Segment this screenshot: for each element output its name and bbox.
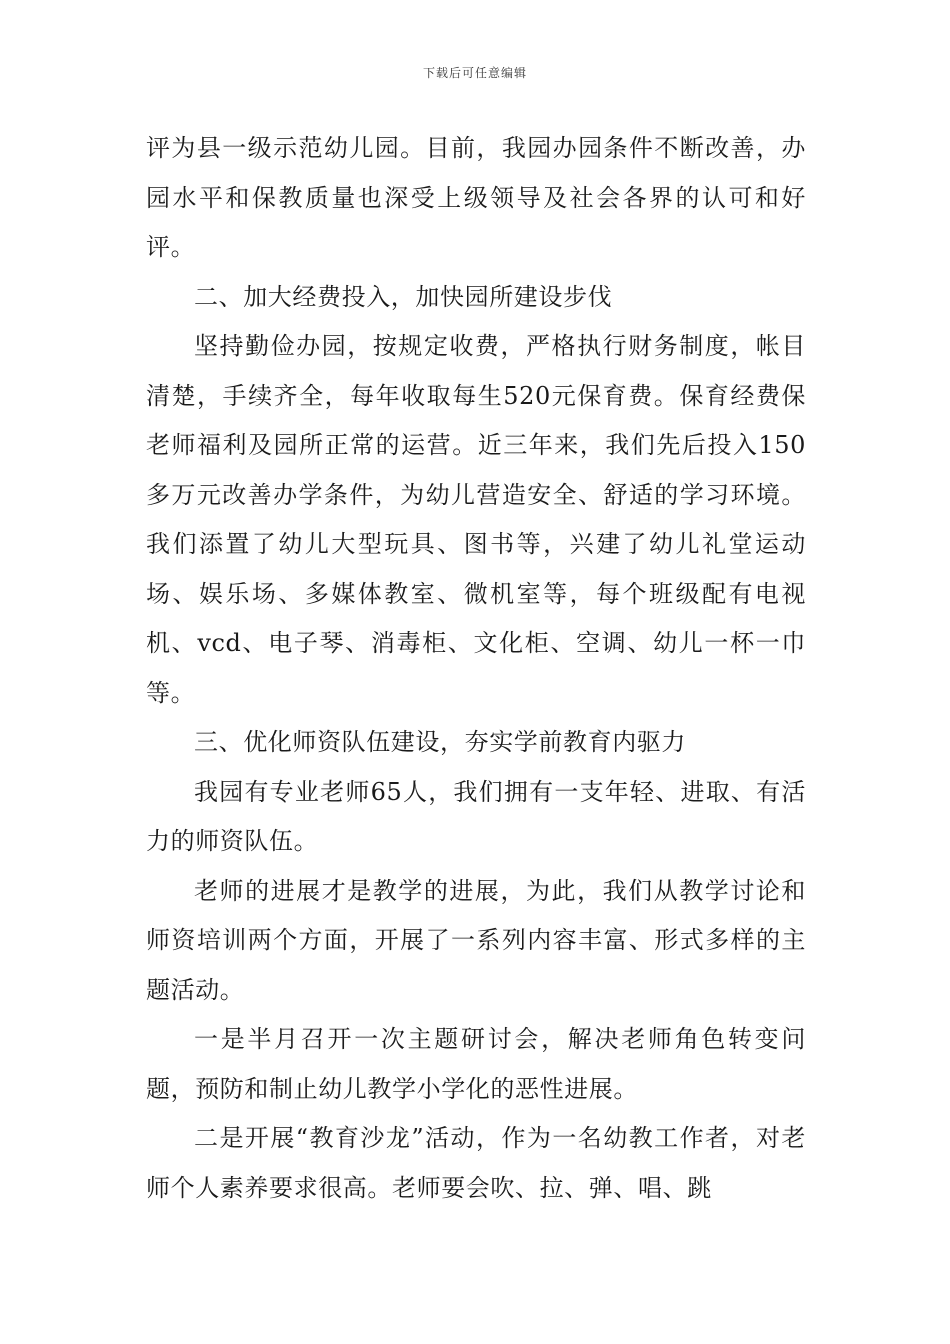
section-heading-3: 三、优化师资队伍建设，夯实学前教育内驱力 xyxy=(194,728,686,756)
paragraph-3: 我园有专业老师65人，我们拥有一支年轻、进取、有活力的师资队伍。 xyxy=(146,777,806,855)
paragraph-6: 二是开展“教育沙龙”活动，作为一名幼教工作者，对老师个人素养要求很高。老师要会吹、拉、弹、唱、跳 xyxy=(146,1124,806,1202)
paragraph-4: 老师的进展才是教学的进展，为此，我们从教学讨论和师资培训两个方面，开展了一系列内容丰富、形式多样的主题活动。 xyxy=(146,876,806,1004)
paragraph-5: 一是半月召开一次主题研讨会，解决老师角色转变问题，预防和制止幼儿教学小学化的恶性进展。 xyxy=(146,1025,806,1103)
body-text xyxy=(146,124,806,1213)
paragraph-2: 坚持勤俭办园，按规定收费，严格执行财务制度，帐目清楚，手续齐全，每年收取每生520元保育费。保育经费保老师福利及园所正常的运营。近三年来，我们先后投入150多万元改善办学条件，为幼儿营造安全、舒适的学习环境。我们添置了幼儿大型玩具、图书等，兴建了幼儿礼堂运动场、娱乐场、多媒体教室、微机室等，每个班级配有电视机、vcd、电子琴、消毒柜、文化柜、空调、幼儿一杯一巾等。 xyxy=(146,332,806,707)
section-heading-2: 二、加大经费投入，加快园所建设步伐 xyxy=(194,282,613,311)
paragraph-1: 评为县一级示范幼儿园。目前，我园办园条件不断改善，办园水平和保教质量也深受上级领导及社会各界的认可和好评。 xyxy=(146,134,806,261)
header-note: 下载后可任意编辑 xyxy=(422,66,527,80)
